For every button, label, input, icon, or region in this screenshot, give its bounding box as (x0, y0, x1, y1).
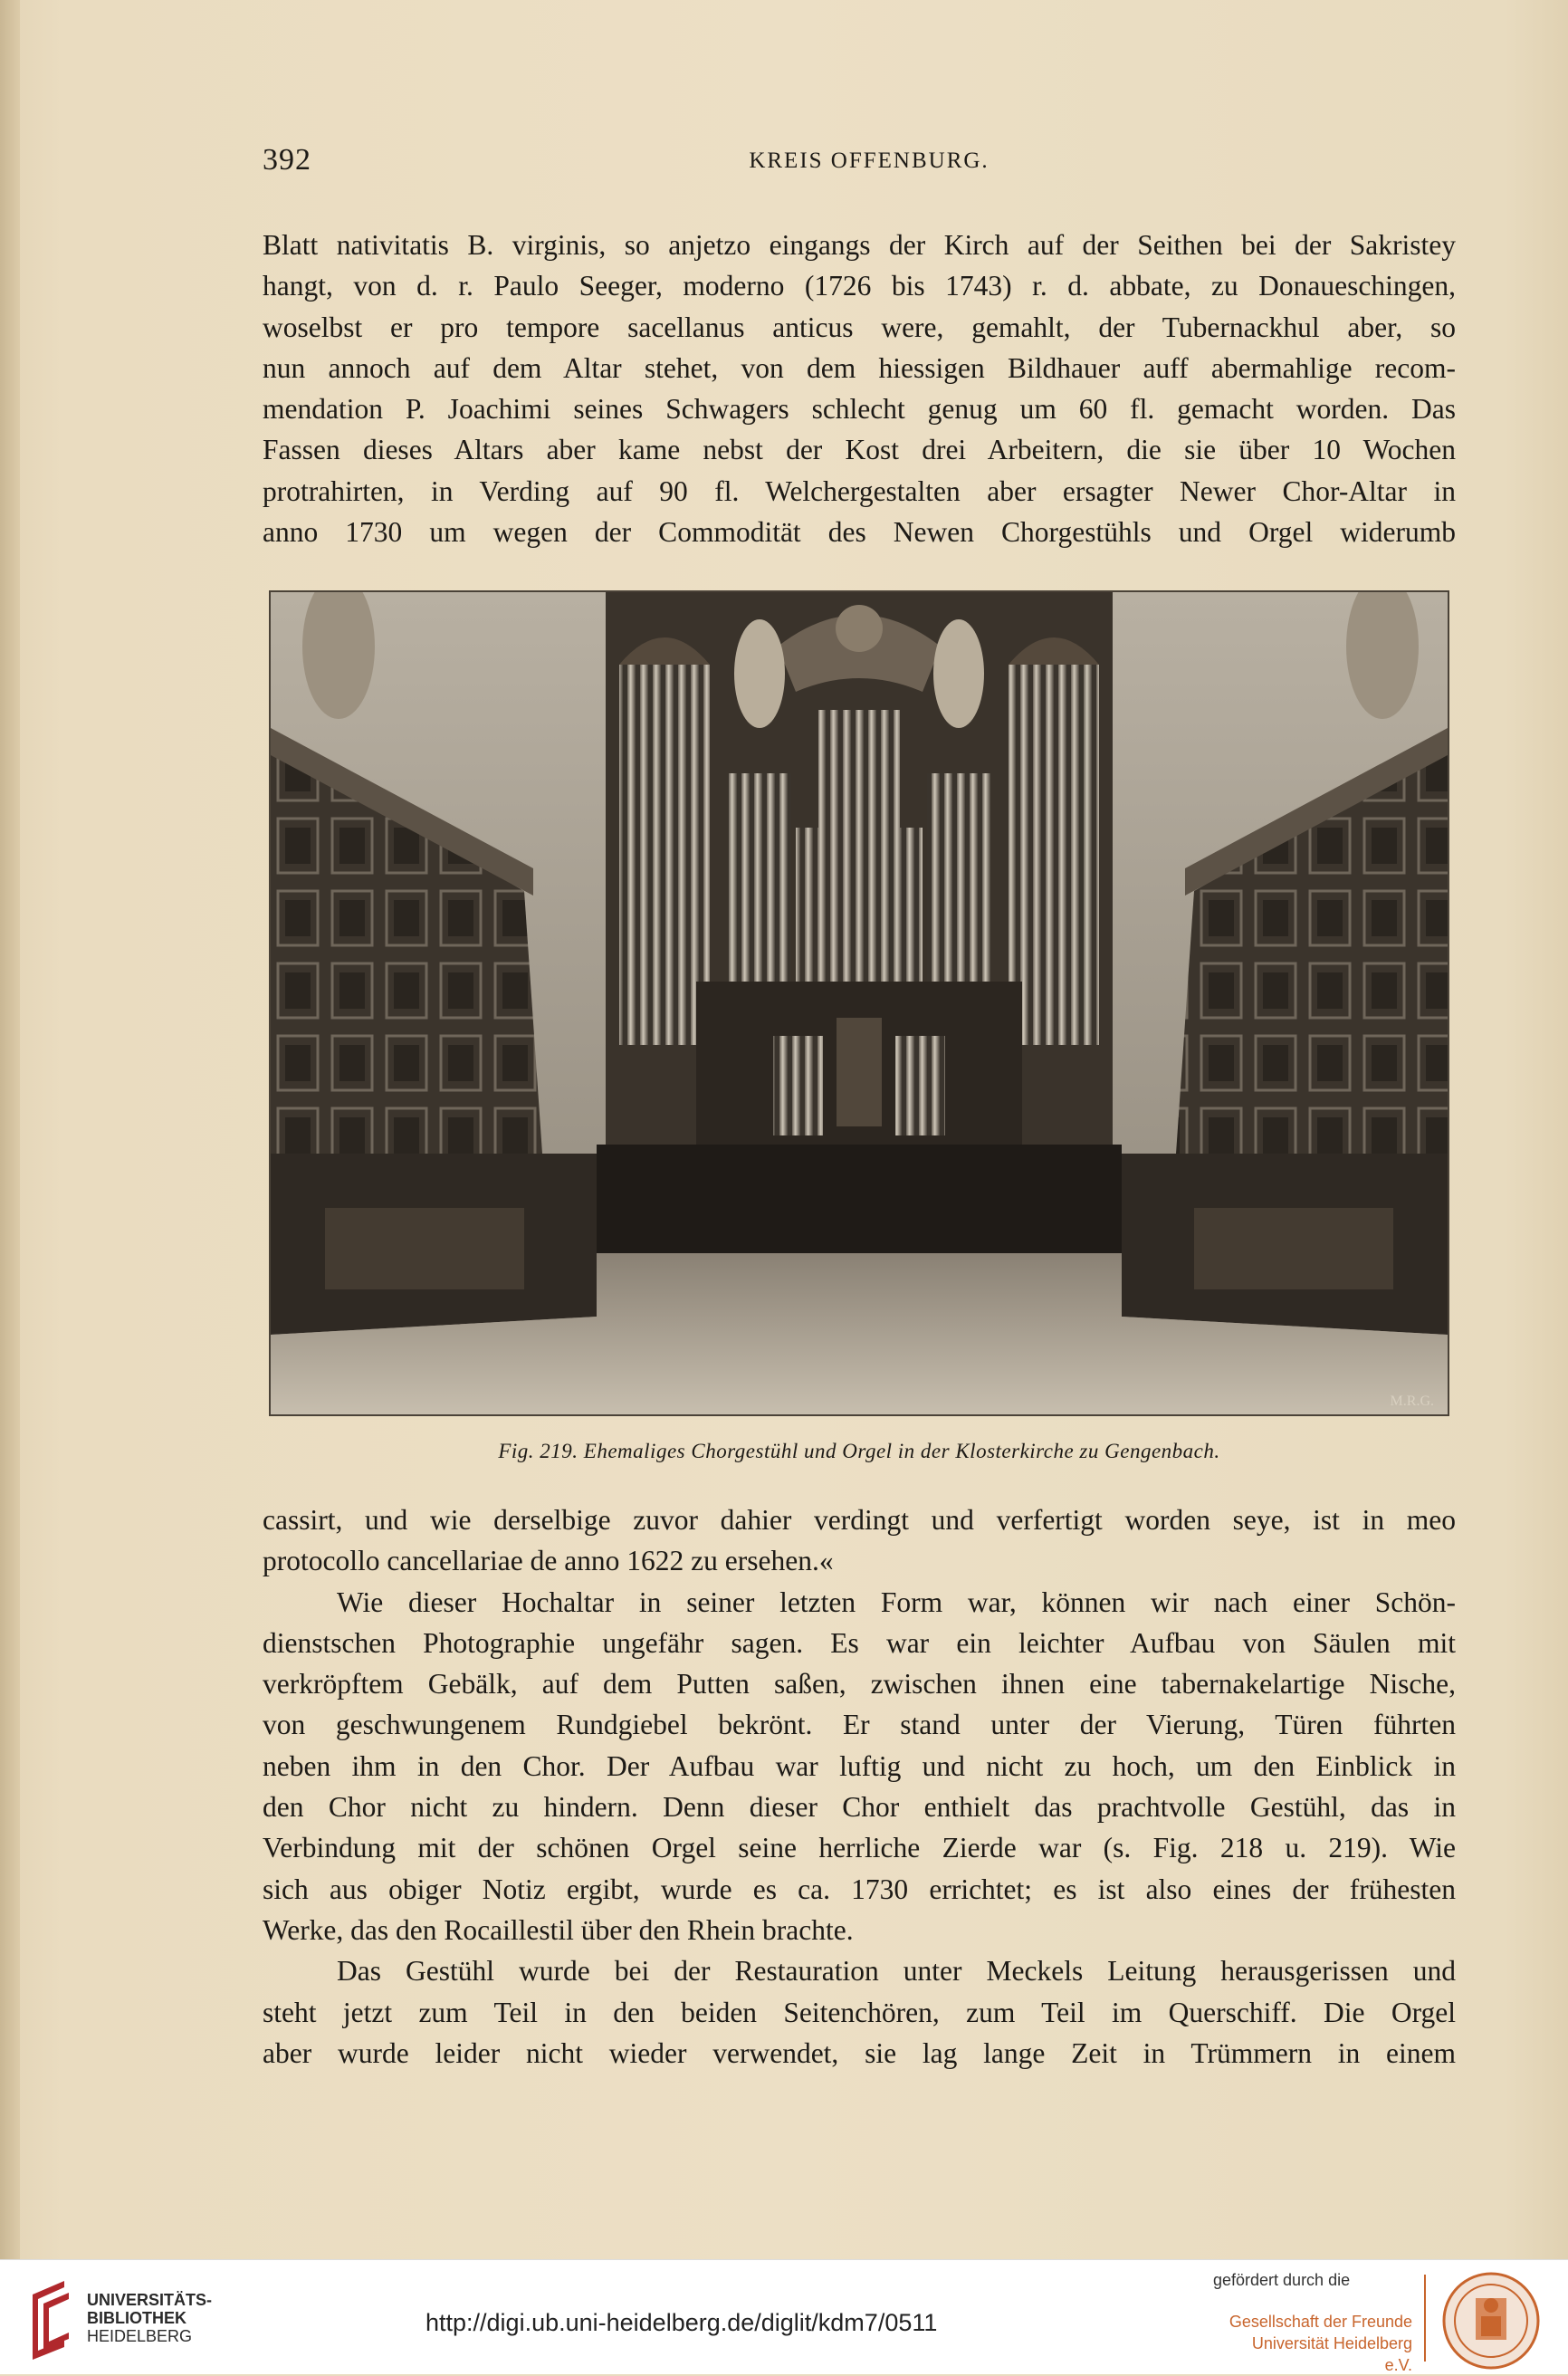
paragraph-top (263, 225, 1456, 552)
library-name-line: HEIDELBERG (87, 2327, 193, 2345)
text-line: den Chor nicht zu hindern. Denn dieser Chor enthielt das prachtvolle Gestühl, das in (263, 1791, 1456, 1824)
running-head (263, 143, 1476, 179)
page-number: 392 (263, 143, 311, 177)
library-name-line: UNIVERSITÄTS- (87, 2291, 213, 2309)
library-logo-icon (24, 2276, 78, 2360)
photo-mark: M.R.G. (1390, 1394, 1434, 1409)
footer-bar (0, 2259, 1568, 2374)
text-line: anno 1730 um wegen der Commodität des Newen Chorgestühls und Orgel widerumb (263, 516, 1456, 549)
footer-divider (1424, 2275, 1426, 2362)
text-line: steht jetzt zum Teil in den beiden Seitenchören, zum Teil im Querschiff. Die Orgel (263, 1996, 1456, 2028)
text-line: Das Gestühl wurde bei der Restauration unter Meckels Leitung herausgerissen und (337, 1955, 1456, 1988)
society-name-line: Gesellschaft der Freunde (1229, 2313, 1412, 2331)
text-line: sich aus obiger Notiz ergibt, wurde es ca. 1730 errichtet; es ist also eines der frühesten (263, 1873, 1456, 1905)
running-title: KREIS OFFENBURG. (749, 148, 990, 173)
library-name-line: BIBLIOTHEK (87, 2309, 186, 2327)
text-line: verkröpftem Gebälk, auf dem Putten saßen, zwischen ihnen eine tabernakelartige Nische, (263, 1668, 1456, 1701)
text-line: cassirt, und wie derselbige zuvor dahier verdingt und verfertigt worden seye, ist in meo (263, 1504, 1456, 1536)
university-seal-icon (1441, 2271, 1541, 2371)
text-line: Fassen dieses Altars aber kame nebst der Kost drei Arbeitern, die sie über 10 Wochen (263, 434, 1456, 466)
text-line: protocollo cancellariae de anno 1622 zu ersehen.« (263, 1545, 834, 1577)
figure-caption: Fig. 219. Ehemaliges Chorgestühl und Orgel in der Klosterkirche zu Gengenbach. (498, 1440, 1220, 1462)
organ-photograph (271, 592, 1448, 1414)
funded-by-text: gefördert durch die (1213, 2271, 1351, 2289)
text-line: dienstschen Photographie ungefähr sagen. Es war ein leichter Aufbau von Säulen mit (263, 1626, 1456, 1659)
text-line: nun annoch auf dem Altar stehet, von dem hiessigen Bildhauer auff abermahlige recom- (263, 351, 1456, 384)
text-line: neben ihm in den Chor. Der Aufbau war luftig und nicht zu hoch, um den Einblick in (263, 1749, 1456, 1782)
page-edge (0, 0, 20, 2259)
library-name (87, 2291, 212, 2345)
text-line: aber wurde leider nicht wieder verwendet, sie lag lange Zeit in Trümmern in einem (263, 2036, 1456, 2069)
text-line: Verbindung mit der schönen Orgel seine herrliche Zierde war (s. Fig. 218 u. 219). Wie (263, 1832, 1456, 1864)
society-name (1222, 2311, 1412, 2376)
body-text-bottom (263, 1499, 1456, 2074)
text-line: mendation P. Joachimi seines Schwagers schlecht genug um 60 fl. gemacht worden. Das (263, 393, 1456, 426)
society-name-line: Universität Heidelberg e.V. (1251, 2334, 1412, 2374)
text-line: woselbst er pro tempore sacellanus anticus were, gemahlt, der Tubernackhul aber, so (263, 311, 1456, 343)
text-line: von geschwungenem Rundgiebel bekrönt. Er stand unter der Vierung, Türen führten (263, 1709, 1456, 1741)
figure-photo-organ (269, 590, 1449, 1416)
text-line: Blatt nativitatis B. virginis, so anjetzo eingangs der Kirch auf der Seithen bei der Sakristey (263, 229, 1456, 261)
text-line: Werke, das den Rocaillestil über den Rhein brachte. (263, 1913, 854, 1946)
text-line: hangt, von d. r. Paulo Seeger, moderno (1726 bis 1743) r. d. abbate, zu Donaueschingen, (263, 270, 1456, 302)
text-line: protrahirten, in Verding auf 90 fl. Welchergestalten aber ersagter Newer Chor-Altar in (263, 474, 1456, 507)
text-line: Wie dieser Hochaltar in seiner letzten Form war, können wir nach einer Schön- (337, 1586, 1456, 1618)
digital-library-link[interactable]: http://digi.ub.uni-heidelberg.de/diglit/kdm7/0511 (425, 2309, 938, 2336)
